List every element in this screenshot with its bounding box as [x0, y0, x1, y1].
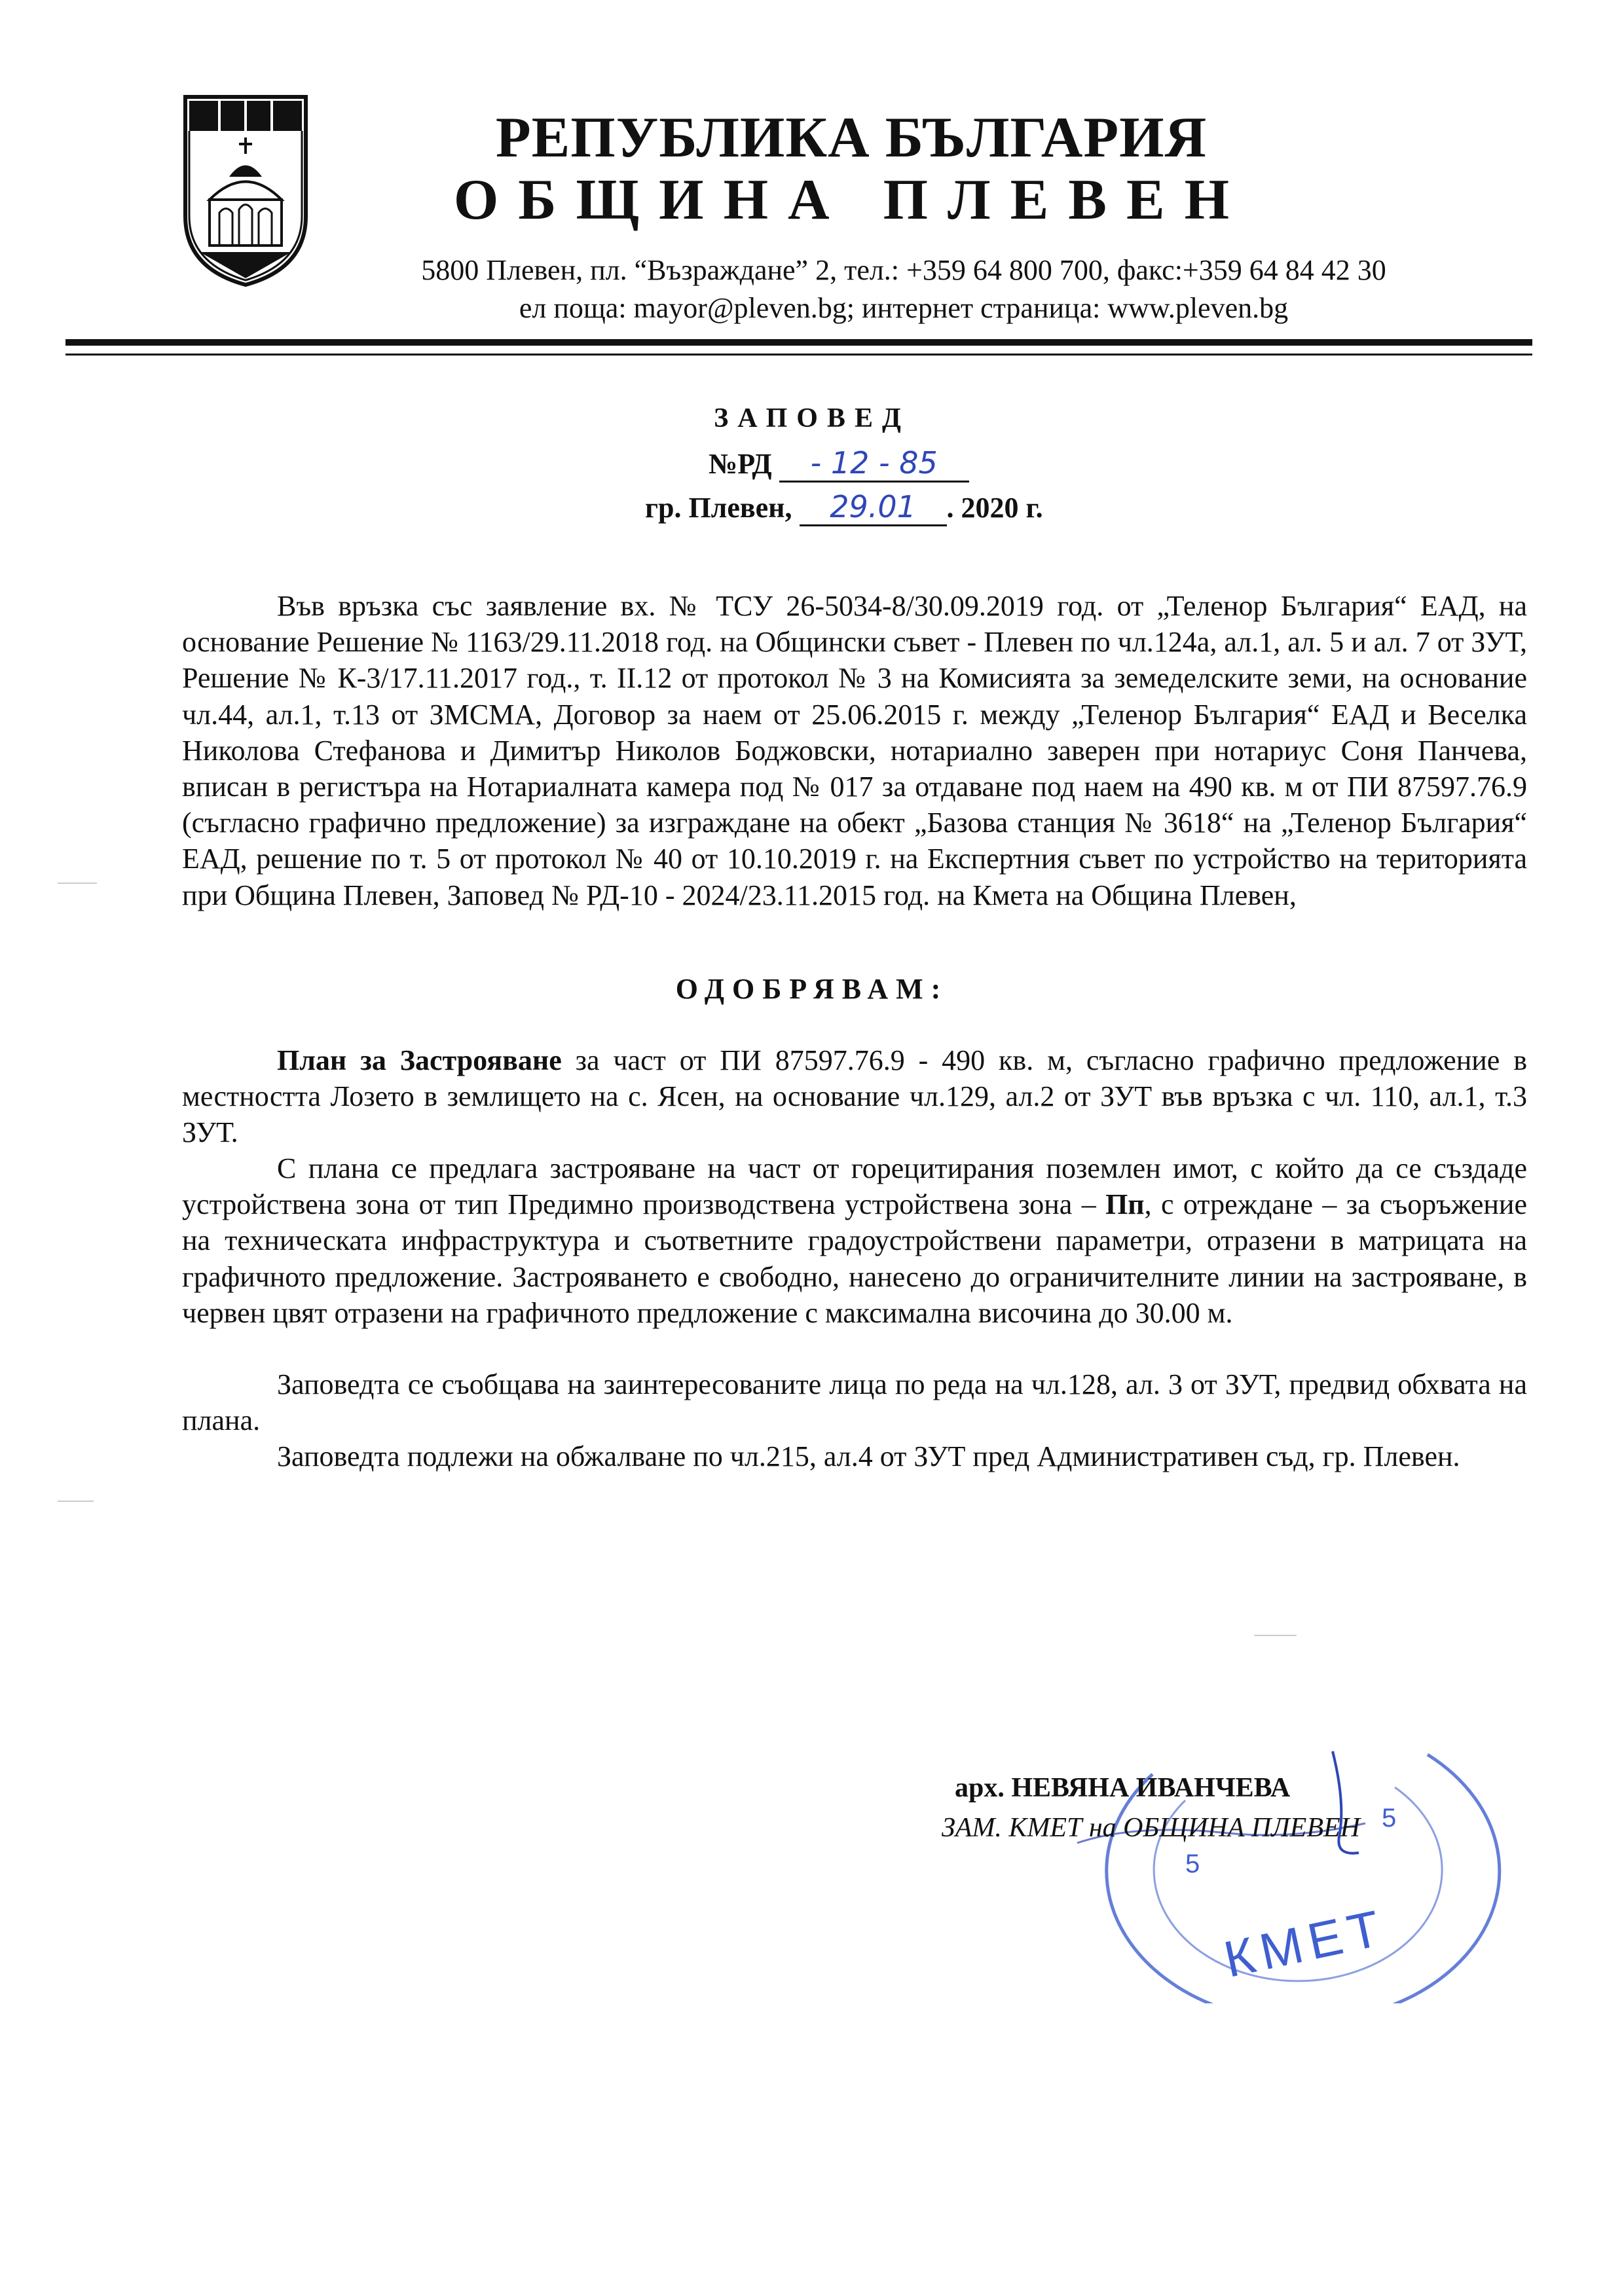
order-place-label: гр. Плевен,: [645, 492, 792, 524]
stamp-digit-a: 5: [1185, 1850, 1200, 1878]
order-date-handwritten: 29.01: [800, 489, 947, 526]
order-year: . 2020 г.: [946, 492, 1043, 524]
order-number-row: [709, 445, 969, 483]
approve-heading: ОДОБРЯВАМ:: [675, 973, 949, 1005]
stamp-digit-b: 5: [1382, 1804, 1397, 1832]
appeal-paragraph: Заповедта подлежи на обжалване по чл.215, ал.4 от ЗУТ пред Административен съд, гр. Плевен.: [277, 1440, 1460, 1472]
zone-text-1: С плана се предлага застрояване на част от горецитирания поземлен имот, с който да се създаде устройствена зона от тип Предимно производствена устройствена зона –: [182, 1152, 1527, 1221]
header-divider-thin: [65, 354, 1532, 355]
order-title: ЗАПОВЕД: [714, 403, 910, 433]
preamble-paragraph: Във връзка със заявление вх. № ТСУ 26-5034-8/30.09.2019 год. от „Теленор България“ ЕАД, на основание Решение № 1163/29.11.2018 год. на Общински съвет - Плевен по чл.124а, ал.1, ал. 5 и ал. 7 от ЗУТ, Решение № К-3/17.11.2017 год., т. II.12 от протокол № 3 на Комисията за земеделските земи, на основание чл.44, ал.1, т.13 от ЗМСМА, Договор за наем от 25.06.2015 г. между „Теленор България“ ЕАД и Веселка Николова Стефанова и Димитър Николов Боджовски, нотариално заверен при нотариус Соня Панчева, вписан в регистъра на Нотариалната камера под № 017 за отдаване под наем на 490 кв. м от ПИ 87597.76.9 (съгласно графично предложение) за изграждане на обект „Базова станция № 3618“ на „Теленор България“ ЕАД, решение по т. 5 от протокол № 40 от 10.10.2019 г. на Експертния съвет по устройство на територията при Община Плевен, Заповед № РД-10 - 2024/23.11.2015 год. на Кмета на Община Плевен,: [182, 590, 1527, 911]
plan-bold-title: План за Застрояване: [277, 1044, 562, 1076]
zone-code: Пп: [1105, 1188, 1145, 1221]
header-contacts: ел поща: mayor@pleven.bg; интернет страница: www.pleven.bg: [519, 292, 1289, 324]
order-date-row: [645, 489, 1043, 526]
signatory-name: арх. НЕВЯНА ИВАНЧЕВА: [955, 1773, 1291, 1803]
scan-mark: [58, 883, 97, 884]
scan-mark: [58, 1501, 94, 1502]
plan-paragraph: [182, 1042, 1527, 1151]
scan-mark: [1254, 1635, 1297, 1636]
header-address: 5800 Плевен, пл. “Възраждане” 2, тел.: +359 64 800 700, факс:+359 64 84 42 30: [421, 254, 1386, 286]
header-title-country: РЕПУБЛИКА БЪЛГАРИЯ: [495, 106, 1208, 170]
notify-paragraph: Заповедта се съобщава на заинтересованите лица по реда на чл.128, ал. 3 от ЗУТ, предвид обхвата на плана.: [182, 1368, 1527, 1437]
zone-text-2: , с отреждане – за съоръжение на техническата инфраструктура и съответните градоустройствени параметри, отразени в матрицата на графичното предложение. Застрояването е свободно, нанесено до ограничителните линии на застрояване, в червен цвят отразени на графичното предложение с максимална височина до 30.00 м.: [182, 1188, 1527, 1329]
order-number-label: №РД: [709, 448, 772, 480]
header-divider: [65, 339, 1532, 346]
signatory-position: ЗАМ. КМЕТ на ОБЩИНА ПЛЕВЕН: [942, 1813, 1360, 1843]
plan-text: за част от ПИ 87597.76.9 - 490 кв. м, съгласно графично предложение в местността Лозето в землището на с. Ясен, на основание чл.129, ал.2 от ЗУТ във връзка с чл. 110, ал.1, т.3 ЗУТ.: [182, 1044, 1527, 1149]
zone-paragraph: [182, 1150, 1527, 1331]
header-title-municipality: ОБЩИНА ПЛЕВЕН: [453, 168, 1249, 232]
stamp-text: КМЕТ: [1219, 1897, 1392, 1988]
order-number-handwritten: - 12 - 85: [779, 445, 969, 483]
